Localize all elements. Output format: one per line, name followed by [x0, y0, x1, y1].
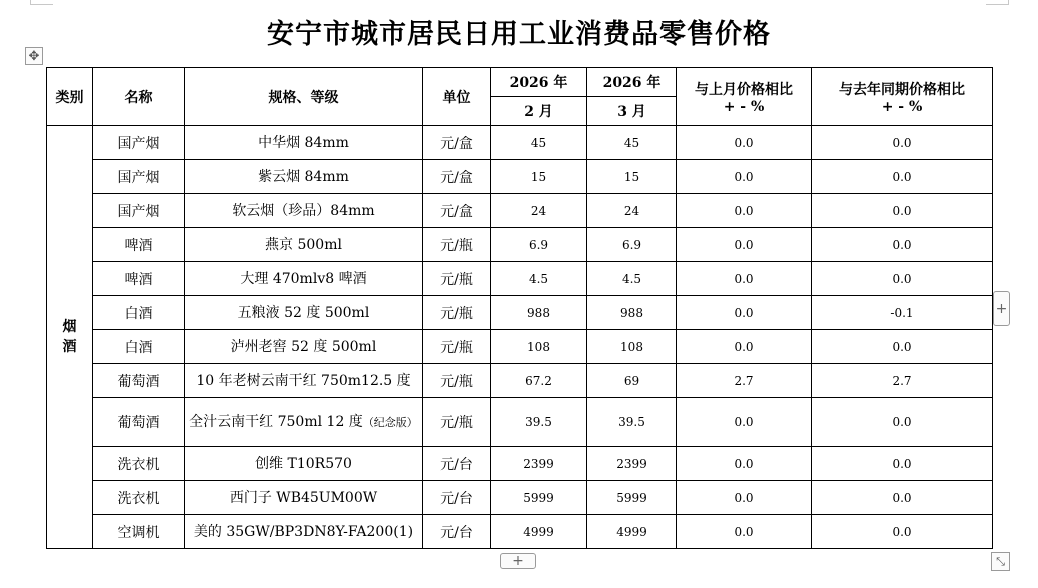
- price-mar: 4.5: [587, 262, 677, 296]
- item-unit: 元/瓶: [423, 364, 491, 398]
- category-char: 酒: [62, 339, 77, 355]
- item-spec-text: 全汁云南干红 750ml 12 度: [189, 413, 363, 430]
- item-unit: 元/盒: [423, 126, 491, 160]
- table-move-handle-icon[interactable]: ✥: [25, 47, 43, 65]
- item-unit: 元/盒: [423, 160, 491, 194]
- change-month-on-month: 0.0: [677, 330, 812, 364]
- item-spec-text: 燕京 500ml: [265, 236, 342, 253]
- table-row: [47, 447, 993, 481]
- header-mom-line2: + - %: [723, 98, 765, 115]
- change-month-on-month: 0.0: [677, 296, 812, 330]
- price-mar: 45: [587, 126, 677, 160]
- header-mar-month: 3 月: [587, 97, 677, 126]
- table-row: [47, 228, 993, 262]
- change-month-on-month: 0.0: [677, 160, 812, 194]
- price-feb: 5999: [491, 481, 587, 515]
- item-unit: 元/台: [423, 515, 491, 549]
- item-name: 国产烟: [93, 160, 185, 194]
- item-spec: [185, 364, 423, 398]
- item-unit: 元/瓶: [423, 398, 491, 447]
- header-spec: 规格、等级: [185, 68, 423, 126]
- item-spec-text: 10 年老树云南干红 750m12.5 度: [196, 372, 411, 389]
- add-row-button[interactable]: +: [500, 553, 536, 569]
- item-spec: [185, 447, 423, 481]
- header-month-on-month: [677, 68, 812, 126]
- category-cell: [47, 126, 93, 549]
- add-column-button[interactable]: +: [993, 291, 1010, 326]
- table-row: [47, 296, 993, 330]
- price-feb: 15: [491, 160, 587, 194]
- item-name: 啤酒: [93, 228, 185, 262]
- item-spec-note: （纪念版）: [362, 415, 418, 429]
- table-row: [47, 398, 993, 447]
- page-corner-mark-right: [986, 0, 1009, 5]
- item-spec: [185, 398, 423, 447]
- price-mar: 6.9: [587, 228, 677, 262]
- item-name: 葡萄酒: [93, 364, 185, 398]
- item-spec: [185, 330, 423, 364]
- header-name: 名称: [93, 68, 185, 126]
- table-row: [47, 330, 993, 364]
- table-row: [47, 262, 993, 296]
- change-year-on-year: 0.0: [812, 398, 993, 447]
- item-spec: [185, 160, 423, 194]
- item-name: 洗衣机: [93, 481, 185, 515]
- item-spec: [185, 126, 423, 160]
- item-spec-text: 美的 35GW/BP3DN8Y-FA200(1): [193, 523, 414, 540]
- price-mar: 988: [587, 296, 677, 330]
- category-char: 烟: [62, 319, 77, 335]
- item-name: 白酒: [93, 330, 185, 364]
- item-spec: [185, 481, 423, 515]
- item-name: 白酒: [93, 296, 185, 330]
- item-name: 国产烟: [93, 194, 185, 228]
- item-name: 葡萄酒: [93, 398, 185, 447]
- table-resize-handle-icon[interactable]: ⤡: [991, 552, 1010, 571]
- change-month-on-month: 0.0: [677, 228, 812, 262]
- item-spec: [185, 296, 423, 330]
- header-feb-year: 2026 年: [491, 68, 587, 97]
- price-feb: 39.5: [491, 398, 587, 447]
- header-category: 类别: [47, 68, 93, 126]
- change-year-on-year: 0.0: [812, 228, 993, 262]
- header-feb-month: 2 月: [491, 97, 587, 126]
- price-feb: 6.9: [491, 228, 587, 262]
- price-mar: 69: [587, 364, 677, 398]
- price-mar: 39.5: [587, 398, 677, 447]
- header-year-on-year: [812, 68, 993, 126]
- price-mar: 2399: [587, 447, 677, 481]
- table-row: [47, 126, 993, 160]
- table-row: [47, 364, 993, 398]
- change-year-on-year: 0.0: [812, 262, 993, 296]
- price-mar: 5999: [587, 481, 677, 515]
- item-unit: 元/盒: [423, 194, 491, 228]
- item-spec-text: 紫云烟 84mm: [258, 168, 349, 185]
- item-name: 国产烟: [93, 126, 185, 160]
- change-year-on-year: 2.7: [812, 364, 993, 398]
- item-unit: 元/台: [423, 447, 491, 481]
- header-mom-line1: 与上月价格相比: [695, 81, 793, 98]
- item-spec: [185, 262, 423, 296]
- change-year-on-year: -0.1: [812, 296, 993, 330]
- change-year-on-year: 0.0: [812, 481, 993, 515]
- price-feb: 24: [491, 194, 587, 228]
- item-unit: 元/瓶: [423, 262, 491, 296]
- price-table: [46, 67, 993, 549]
- item-spec-text: 泸州老窖 52 度 500ml: [230, 338, 377, 355]
- document-title: 安宁市城市居民日用工业消费品零售价格: [267, 19, 771, 50]
- item-unit: 元/台: [423, 481, 491, 515]
- price-feb: 45: [491, 126, 587, 160]
- item-spec: [185, 515, 423, 549]
- header-yoy-line2: + - %: [881, 98, 923, 115]
- item-spec-text: 大理 470mlv8 啤酒: [240, 270, 367, 287]
- change-month-on-month: 0.0: [677, 194, 812, 228]
- change-month-on-month: 0.0: [677, 481, 812, 515]
- header-row: [47, 68, 993, 97]
- item-name: 空调机: [93, 515, 185, 549]
- price-feb: 67.2: [491, 364, 587, 398]
- table-row: [47, 194, 993, 228]
- price-feb: 988: [491, 296, 587, 330]
- change-year-on-year: 0.0: [812, 194, 993, 228]
- change-month-on-month: 0.0: [677, 447, 812, 481]
- price-feb: 108: [491, 330, 587, 364]
- page-corner-mark-left: [30, 0, 53, 5]
- item-spec: [185, 228, 423, 262]
- change-month-on-month: 0.0: [677, 262, 812, 296]
- item-spec-text: 五粮液 52 度 500ml: [237, 304, 370, 321]
- price-feb: 4999: [491, 515, 587, 549]
- price-mar: 15: [587, 160, 677, 194]
- item-unit: 元/瓶: [423, 330, 491, 364]
- change-year-on-year: 0.0: [812, 126, 993, 160]
- header-mar-year: 2026 年: [587, 68, 677, 97]
- price-feb: 4.5: [491, 262, 587, 296]
- item-unit: 元/瓶: [423, 296, 491, 330]
- change-month-on-month: 0.0: [677, 126, 812, 160]
- table-row: [47, 160, 993, 194]
- header-yoy-line1: 与去年同期价格相比: [839, 81, 965, 98]
- change-year-on-year: 0.0: [812, 160, 993, 194]
- price-feb: 2399: [491, 447, 587, 481]
- item-spec-text: 软云烟（珍品）84mm: [232, 202, 375, 219]
- item-name: 啤酒: [93, 262, 185, 296]
- price-mar: 108: [587, 330, 677, 364]
- change-year-on-year: 0.0: [812, 515, 993, 549]
- header-unit: 单位: [423, 68, 491, 126]
- price-mar: 4999: [587, 515, 677, 549]
- table-row: [47, 515, 993, 549]
- change-month-on-month: 0.0: [677, 398, 812, 447]
- table-row: [47, 481, 993, 515]
- change-month-on-month: 2.7: [677, 364, 812, 398]
- item-spec-text: 中华烟 84mm: [258, 134, 349, 151]
- item-unit: 元/瓶: [423, 228, 491, 262]
- item-name: 洗衣机: [93, 447, 185, 481]
- price-mar: 24: [587, 194, 677, 228]
- change-year-on-year: 0.0: [812, 447, 993, 481]
- change-year-on-year: 0.0: [812, 330, 993, 364]
- item-spec: [185, 194, 423, 228]
- item-spec-text: 创维 T10R570: [255, 455, 352, 472]
- change-month-on-month: 0.0: [677, 515, 812, 549]
- item-spec-text: 西门子 WB45UM00W: [229, 489, 378, 506]
